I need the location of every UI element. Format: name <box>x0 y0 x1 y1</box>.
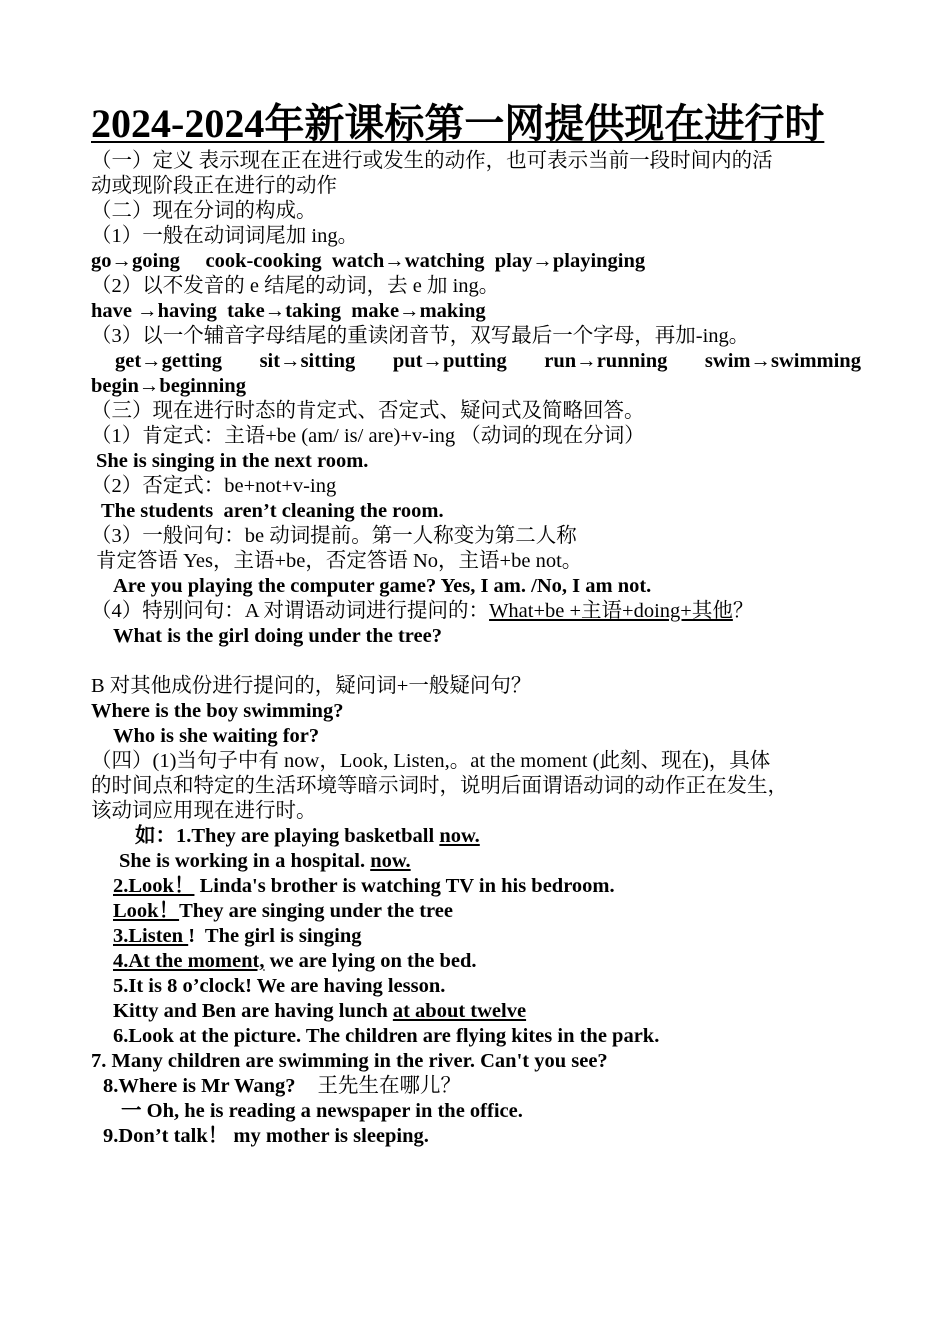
example-5b-text: Kitty and Ben are having lunch <box>113 1000 393 1022</box>
question-answers: 肯定答语 Yes，主语+be，否定答语 No，主语+be not。 <box>96 550 583 572</box>
example-4 <box>91 949 861 974</box>
special-question-prefix: （4）特别问句：A 对谓语动词进行提问的： <box>91 600 490 622</box>
example-7: 7. Many children are swimming in the river. Can't you see? <box>91 1050 608 1072</box>
section-4-line-1: （四）(1)当句子中有 now，Look, Listen,。at the moment (此刻、现在)，具体 <box>91 750 771 772</box>
definition-line-2: 动或现阶段正在进行的动作 <box>91 175 337 197</box>
example-8-chinese: 王先生在哪儿？ <box>317 1075 461 1097</box>
rule-1-examples: go→going cook-cooking watch→watching play→playinging <box>91 250 646 272</box>
example-4-text: we are lying on the bed. <box>264 950 477 972</box>
example-1b-underlined: now. <box>370 850 411 872</box>
example-1b <box>91 849 861 874</box>
example-5b-underlined: at about twelve <box>392 1000 527 1022</box>
example-2-text: Linda's brother is watching TV in his bedroom. <box>194 875 615 897</box>
definition-line-1: （一）定义 表示现在正在进行或发生的动作，也可表示当前一段时间内的活 <box>91 150 773 172</box>
section-4-line-2: 的时间点和特定的生活环境等暗示词时，说明后面谓语动词的动作正在发生， <box>91 775 788 797</box>
example-8 <box>91 1074 861 1099</box>
page-title: 2024-2024年新课标第一网提供现在进行时 <box>91 101 825 146</box>
spacer <box>91 649 861 674</box>
affirmative-example: She is singing in the next room. <box>96 450 369 472</box>
example-4-underlined: 4.At the moment, <box>113 950 265 972</box>
special-question-example: What is the girl doing under the tree? <box>113 625 442 647</box>
example-1-text: 如：1.They are playing basketball <box>135 825 440 847</box>
example-get: get→getting <box>115 350 223 372</box>
rule-3-heading: （3）以一个辅音字母结尾的重读闭音节，双写最后一个字母，再加-ing。 <box>91 325 750 347</box>
rule-1-heading: （1）一般在动词词尾加 ing。 <box>91 225 359 247</box>
section-4-line-3: 该动词应用现在进行时。 <box>91 800 317 822</box>
negative-heading: （2）否定式：be+not+v-ing <box>91 475 337 497</box>
affirmative-heading: （1）肯定式：主语+be (am/ is/ are)+v-ing （动词的现在分词） <box>91 425 645 447</box>
example-5b <box>91 999 861 1024</box>
example-3 <box>91 924 861 949</box>
example-put: put→putting <box>392 350 507 372</box>
negative-example: The students aren’t cleaning the room. <box>101 500 444 522</box>
question-heading: （3）一般问句：be 动词提前。第一人称变为第二人称 <box>91 525 577 547</box>
example-2 <box>91 874 861 899</box>
question-example: Are you playing the computer game? Yes, I am. /No, I am not. <box>113 575 652 597</box>
rule-2-examples: have →having take→taking make→making <box>91 300 486 322</box>
example-3-underlined: 3.Listen <box>113 925 189 947</box>
example-1-underlined: now. <box>439 825 480 847</box>
other-question-example-2: Who is she waiting for? <box>113 725 320 747</box>
example-2b <box>91 899 861 924</box>
example-2b-text: They are singing under the tree <box>179 900 453 922</box>
special-question-formula: What+be +主语+doing+其他 <box>489 600 733 622</box>
example-3-text: ! The girl is singing <box>188 925 362 947</box>
example-swim: swim→swimming <box>704 350 861 372</box>
special-question-heading <box>91 599 861 624</box>
example-sit: sit→sitting <box>259 350 356 372</box>
section-3-heading: （三）现在进行时态的肯定式、否定式、疑问式及简略回答。 <box>91 400 645 422</box>
section-2-heading: （二）现在分词的构成。 <box>91 200 317 222</box>
rule-3-examples-2: begin→beginning <box>91 375 246 397</box>
other-question-heading: B 对其他成份进行提问的，疑问词+一般疑问句？ <box>91 675 532 697</box>
example-run: run→running <box>544 350 668 372</box>
example-2-underlined: 2.Look！ <box>113 875 195 897</box>
example-8-question: 8.Where is Mr Wang? <box>103 1075 296 1097</box>
rule-2-heading: （2）以不发音的 e 结尾的动词，去 e 加 ing。 <box>91 275 500 297</box>
example-6: 6.Look at the picture. The children are flying kites in the park. <box>113 1025 660 1047</box>
example-9: 9.Don’t talk！ my mother is sleeping. <box>103 1125 429 1147</box>
rule-3-examples <box>91 349 861 374</box>
example-5: 5.It is 8 o’clock! We are having lesson. <box>113 975 446 997</box>
example-1 <box>91 824 861 849</box>
special-question-suffix: ？ <box>732 600 754 622</box>
example-1b-text: She is working in a hospital. <box>119 850 371 872</box>
document-page <box>91 100 861 1149</box>
other-question-example-1: Where is the boy swimming? <box>91 700 344 722</box>
example-2b-underlined: Look！ <box>113 900 180 922</box>
example-8-answer: 一 Oh, he is reading a newspaper in the office. <box>121 1100 523 1122</box>
